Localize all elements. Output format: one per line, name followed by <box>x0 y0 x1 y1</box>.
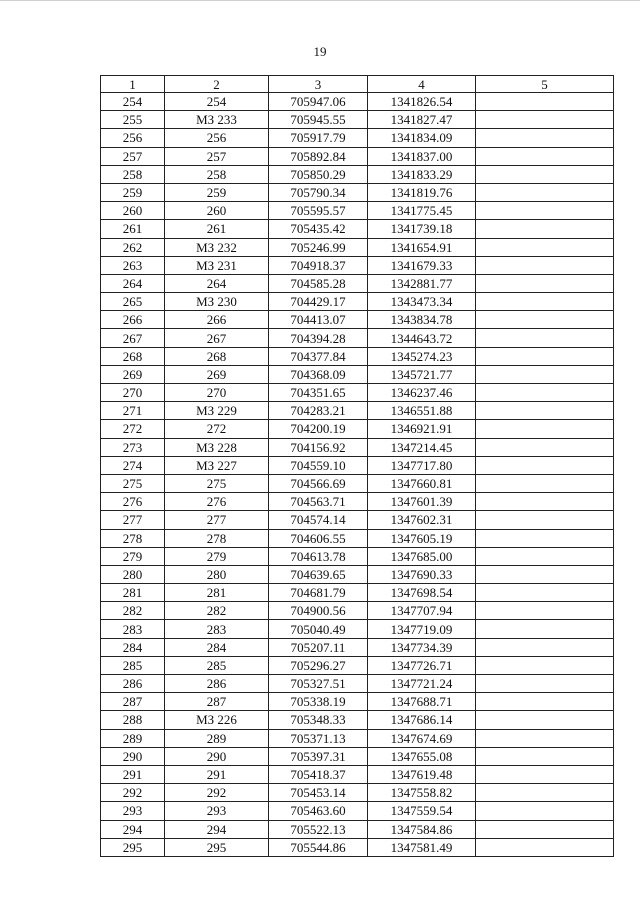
header-col-1: 1 <box>101 76 165 93</box>
table-row <box>101 675 614 693</box>
point-name-cell: 260 <box>165 202 269 220</box>
table-row <box>101 129 614 147</box>
table-row <box>101 93 614 111</box>
note-cell <box>476 747 614 765</box>
note-cell <box>476 129 614 147</box>
point-name-cell: МЗ 233 <box>165 111 269 129</box>
point-name-cell: 269 <box>165 365 269 383</box>
note-cell <box>476 675 614 693</box>
x-coordinate-cell: 705397.31 <box>269 747 368 765</box>
point-name-cell: МЗ 226 <box>165 711 269 729</box>
x-coordinate-cell: 705947.06 <box>269 93 368 111</box>
y-coordinate-cell: 1347686.14 <box>368 711 476 729</box>
y-coordinate-cell: 1347721.24 <box>368 675 476 693</box>
row-number-cell: 291 <box>101 765 165 783</box>
y-coordinate-cell: 1341837.00 <box>368 147 476 165</box>
table-row <box>101 474 614 492</box>
row-number-cell: 270 <box>101 384 165 402</box>
point-name-cell: 292 <box>165 784 269 802</box>
x-coordinate-cell: 704156.92 <box>269 438 368 456</box>
y-coordinate-cell: 1345274.23 <box>368 347 476 365</box>
point-name-cell: 254 <box>165 93 269 111</box>
note-cell <box>476 384 614 402</box>
table-row <box>101 529 614 547</box>
note-cell <box>476 93 614 111</box>
table-row <box>101 384 614 402</box>
note-cell <box>476 620 614 638</box>
table-row <box>101 711 614 729</box>
x-coordinate-cell: 704377.84 <box>269 347 368 365</box>
table-row <box>101 747 614 765</box>
point-name-cell: 294 <box>165 820 269 838</box>
point-name-cell: МЗ 232 <box>165 238 269 256</box>
y-coordinate-cell: 1347698.54 <box>368 584 476 602</box>
x-coordinate-cell: 704368.09 <box>269 365 368 383</box>
table-row <box>101 765 614 783</box>
note-cell <box>476 547 614 565</box>
table-row <box>101 238 614 256</box>
row-number-cell: 278 <box>101 529 165 547</box>
note-cell <box>476 474 614 492</box>
row-number-cell: 274 <box>101 456 165 474</box>
x-coordinate-cell: 704200.19 <box>269 420 368 438</box>
point-name-cell: 286 <box>165 675 269 693</box>
note-cell <box>476 511 614 529</box>
note-cell <box>476 311 614 329</box>
table-row <box>101 165 614 183</box>
point-name-cell: 257 <box>165 147 269 165</box>
note-cell <box>476 402 614 420</box>
y-coordinate-cell: 1347717.80 <box>368 456 476 474</box>
row-number-cell: 255 <box>101 111 165 129</box>
note-cell <box>476 820 614 838</box>
note-cell <box>476 493 614 511</box>
point-name-cell: 283 <box>165 620 269 638</box>
row-number-cell: 265 <box>101 293 165 311</box>
y-coordinate-cell: 1341679.33 <box>368 256 476 274</box>
x-coordinate-cell: 704639.65 <box>269 565 368 583</box>
y-coordinate-cell: 1347601.39 <box>368 493 476 511</box>
table-row <box>101 365 614 383</box>
table-row <box>101 329 614 347</box>
x-coordinate-cell: 704585.28 <box>269 274 368 292</box>
note-cell <box>476 784 614 802</box>
table-row <box>101 802 614 820</box>
table-row <box>101 620 614 638</box>
point-name-cell: 278 <box>165 529 269 547</box>
note-cell <box>476 802 614 820</box>
point-name-cell: 293 <box>165 802 269 820</box>
y-coordinate-cell: 1347602.31 <box>368 511 476 529</box>
y-coordinate-cell: 1347674.69 <box>368 729 476 747</box>
row-number-cell: 289 <box>101 729 165 747</box>
row-number-cell: 258 <box>101 165 165 183</box>
table-row <box>101 511 614 529</box>
point-name-cell: 270 <box>165 384 269 402</box>
y-coordinate-cell: 1347685.00 <box>368 547 476 565</box>
table-row <box>101 183 614 201</box>
y-coordinate-cell: 1345721.77 <box>368 365 476 383</box>
x-coordinate-cell: 705371.13 <box>269 729 368 747</box>
y-coordinate-cell: 1347734.39 <box>368 638 476 656</box>
x-coordinate-cell: 704681.79 <box>269 584 368 602</box>
point-name-cell: 258 <box>165 165 269 183</box>
y-coordinate-cell: 1347707.94 <box>368 602 476 620</box>
table-row <box>101 729 614 747</box>
note-cell <box>476 183 614 201</box>
point-name-cell: 277 <box>165 511 269 529</box>
x-coordinate-cell: 705327.51 <box>269 675 368 693</box>
row-number-cell: 273 <box>101 438 165 456</box>
y-coordinate-cell: 1341826.54 <box>368 93 476 111</box>
header-col-4: 4 <box>368 76 476 93</box>
x-coordinate-cell: 704613.78 <box>269 547 368 565</box>
row-number-cell: 264 <box>101 274 165 292</box>
x-coordinate-cell: 705595.57 <box>269 202 368 220</box>
y-coordinate-cell: 1347559.54 <box>368 802 476 820</box>
row-number-cell: 276 <box>101 493 165 511</box>
x-coordinate-cell: 705522.13 <box>269 820 368 838</box>
row-number-cell: 268 <box>101 347 165 365</box>
y-coordinate-cell: 1341819.76 <box>368 183 476 201</box>
row-number-cell: 288 <box>101 711 165 729</box>
row-number-cell: 287 <box>101 693 165 711</box>
x-coordinate-cell: 704413.07 <box>269 311 368 329</box>
note-cell <box>476 529 614 547</box>
point-name-cell: МЗ 229 <box>165 402 269 420</box>
point-name-cell: МЗ 228 <box>165 438 269 456</box>
y-coordinate-cell: 1346237.46 <box>368 384 476 402</box>
x-coordinate-cell: 705790.34 <box>269 183 368 201</box>
point-name-cell: 282 <box>165 602 269 620</box>
point-name-cell: 276 <box>165 493 269 511</box>
x-coordinate-cell: 705296.27 <box>269 656 368 674</box>
row-number-cell: 256 <box>101 129 165 147</box>
row-number-cell: 279 <box>101 547 165 565</box>
table-row <box>101 493 614 511</box>
x-coordinate-cell: 705463.60 <box>269 802 368 820</box>
page-number: 19 <box>313 44 327 59</box>
note-cell <box>476 238 614 256</box>
table-row <box>101 693 614 711</box>
table-row <box>101 347 614 365</box>
row-number-cell: 286 <box>101 675 165 693</box>
y-coordinate-cell: 1347690.33 <box>368 565 476 583</box>
note-cell <box>476 274 614 292</box>
table-row <box>101 420 614 438</box>
row-number-cell: 281 <box>101 584 165 602</box>
y-coordinate-cell: 1347558.82 <box>368 784 476 802</box>
table-row <box>101 547 614 565</box>
x-coordinate-cell: 705338.19 <box>269 693 368 711</box>
x-coordinate-cell: 704559.10 <box>269 456 368 474</box>
x-coordinate-cell: 705917.79 <box>269 129 368 147</box>
note-cell <box>476 111 614 129</box>
y-coordinate-cell: 1347719.09 <box>368 620 476 638</box>
row-number-cell: 261 <box>101 220 165 238</box>
x-coordinate-cell: 705850.29 <box>269 165 368 183</box>
header-row <box>101 76 614 93</box>
x-coordinate-cell: 705040.49 <box>269 620 368 638</box>
y-coordinate-cell: 1347605.19 <box>368 529 476 547</box>
note-cell <box>476 711 614 729</box>
y-coordinate-cell: 1341739.18 <box>368 220 476 238</box>
point-name-cell: 284 <box>165 638 269 656</box>
point-name-cell: 266 <box>165 311 269 329</box>
top-border-line <box>0 0 640 1</box>
point-name-cell: 261 <box>165 220 269 238</box>
row-number-cell: 282 <box>101 602 165 620</box>
note-cell <box>476 293 614 311</box>
y-coordinate-cell: 1346551.88 <box>368 402 476 420</box>
table-row <box>101 402 614 420</box>
row-number-cell: 280 <box>101 565 165 583</box>
y-coordinate-cell: 1346921.91 <box>368 420 476 438</box>
row-number-cell: 257 <box>101 147 165 165</box>
note-cell <box>476 220 614 238</box>
row-number-cell: 275 <box>101 474 165 492</box>
note-cell <box>476 347 614 365</box>
row-number-cell: 294 <box>101 820 165 838</box>
y-coordinate-cell: 1347726.71 <box>368 656 476 674</box>
point-name-cell: 289 <box>165 729 269 747</box>
row-number-cell: 290 <box>101 747 165 765</box>
x-coordinate-cell: 705207.11 <box>269 638 368 656</box>
y-coordinate-cell: 1341834.09 <box>368 129 476 147</box>
note-cell <box>476 165 614 183</box>
note-cell <box>476 565 614 583</box>
note-cell <box>476 365 614 383</box>
point-name-cell: 256 <box>165 129 269 147</box>
x-coordinate-cell: 704606.55 <box>269 529 368 547</box>
table-row <box>101 565 614 583</box>
table-row <box>101 256 614 274</box>
note-cell <box>476 765 614 783</box>
coordinates-table <box>100 75 614 857</box>
note-cell <box>476 602 614 620</box>
x-coordinate-cell: 705435.42 <box>269 220 368 238</box>
note-cell <box>476 202 614 220</box>
header-col-2: 2 <box>165 76 269 93</box>
note-cell <box>476 456 614 474</box>
x-coordinate-cell: 704429.17 <box>269 293 368 311</box>
point-name-cell: 285 <box>165 656 269 674</box>
table-row <box>101 438 614 456</box>
header-col-5: 5 <box>476 76 614 93</box>
note-cell <box>476 584 614 602</box>
table-row <box>101 838 614 856</box>
point-name-cell: 290 <box>165 747 269 765</box>
table-row <box>101 111 614 129</box>
table-body <box>101 93 614 857</box>
x-coordinate-cell: 704918.37 <box>269 256 368 274</box>
point-name-cell: 287 <box>165 693 269 711</box>
table-row <box>101 220 614 238</box>
x-coordinate-cell: 704394.28 <box>269 329 368 347</box>
note-cell <box>476 438 614 456</box>
table-row <box>101 656 614 674</box>
point-name-cell: 259 <box>165 183 269 201</box>
note-cell <box>476 256 614 274</box>
table-row <box>101 820 614 838</box>
row-number-cell: 266 <box>101 311 165 329</box>
row-number-cell: 263 <box>101 256 165 274</box>
x-coordinate-cell: 705348.33 <box>269 711 368 729</box>
table-row <box>101 602 614 620</box>
x-coordinate-cell: 704351.65 <box>269 384 368 402</box>
x-coordinate-cell: 705453.14 <box>269 784 368 802</box>
y-coordinate-cell: 1341827.47 <box>368 111 476 129</box>
row-number-cell: 267 <box>101 329 165 347</box>
note-cell <box>476 638 614 656</box>
row-number-cell: 285 <box>101 656 165 674</box>
row-number-cell: 262 <box>101 238 165 256</box>
row-number-cell: 272 <box>101 420 165 438</box>
table-row <box>101 311 614 329</box>
row-number-cell: 292 <box>101 784 165 802</box>
point-name-cell: МЗ 230 <box>165 293 269 311</box>
row-number-cell: 295 <box>101 838 165 856</box>
note-cell <box>476 656 614 674</box>
table-row <box>101 456 614 474</box>
point-name-cell: 264 <box>165 274 269 292</box>
table-row <box>101 784 614 802</box>
table-row <box>101 274 614 292</box>
y-coordinate-cell: 1342881.77 <box>368 274 476 292</box>
x-coordinate-cell: 704574.14 <box>269 511 368 529</box>
row-number-cell: 254 <box>101 93 165 111</box>
y-coordinate-cell: 1344643.72 <box>368 329 476 347</box>
row-number-cell: 277 <box>101 511 165 529</box>
point-name-cell: 281 <box>165 584 269 602</box>
table-row <box>101 202 614 220</box>
y-coordinate-cell: 1341654.91 <box>368 238 476 256</box>
row-number-cell: 260 <box>101 202 165 220</box>
note-cell <box>476 420 614 438</box>
y-coordinate-cell: 1341833.29 <box>368 165 476 183</box>
table-row <box>101 638 614 656</box>
x-coordinate-cell: 705544.86 <box>269 838 368 856</box>
y-coordinate-cell: 1347581.49 <box>368 838 476 856</box>
table-row <box>101 147 614 165</box>
x-coordinate-cell: 704900.56 <box>269 602 368 620</box>
point-name-cell: 268 <box>165 347 269 365</box>
note-cell <box>476 147 614 165</box>
y-coordinate-cell: 1347660.81 <box>368 474 476 492</box>
point-name-cell: 267 <box>165 329 269 347</box>
y-coordinate-cell: 1347619.48 <box>368 765 476 783</box>
row-number-cell: 271 <box>101 402 165 420</box>
point-name-cell: 279 <box>165 547 269 565</box>
row-number-cell: 293 <box>101 802 165 820</box>
header-col-3: 3 <box>269 76 368 93</box>
x-coordinate-cell: 704566.69 <box>269 474 368 492</box>
row-number-cell: 269 <box>101 365 165 383</box>
y-coordinate-cell: 1347584.86 <box>368 820 476 838</box>
row-number-cell: 259 <box>101 183 165 201</box>
row-number-cell: 283 <box>101 620 165 638</box>
point-name-cell: МЗ 231 <box>165 256 269 274</box>
note-cell <box>476 838 614 856</box>
x-coordinate-cell: 704283.21 <box>269 402 368 420</box>
row-number-cell: 284 <box>101 638 165 656</box>
y-coordinate-cell: 1347655.08 <box>368 747 476 765</box>
y-coordinate-cell: 1347214.45 <box>368 438 476 456</box>
x-coordinate-cell: 705892.84 <box>269 147 368 165</box>
table-row <box>101 584 614 602</box>
note-cell <box>476 329 614 347</box>
x-coordinate-cell: 705945.55 <box>269 111 368 129</box>
y-coordinate-cell: 1343834.78 <box>368 311 476 329</box>
table-header <box>101 76 614 93</box>
point-name-cell: 291 <box>165 765 269 783</box>
y-coordinate-cell: 1347688.71 <box>368 693 476 711</box>
y-coordinate-cell: 1343473.34 <box>368 293 476 311</box>
point-name-cell: 275 <box>165 474 269 492</box>
x-coordinate-cell: 704563.71 <box>269 493 368 511</box>
table-row <box>101 293 614 311</box>
point-name-cell: МЗ 227 <box>165 456 269 474</box>
note-cell <box>476 693 614 711</box>
point-name-cell: 280 <box>165 565 269 583</box>
note-cell <box>476 729 614 747</box>
point-name-cell: 272 <box>165 420 269 438</box>
x-coordinate-cell: 705418.37 <box>269 765 368 783</box>
point-name-cell: 295 <box>165 838 269 856</box>
x-coordinate-cell: 705246.99 <box>269 238 368 256</box>
y-coordinate-cell: 1341775.45 <box>368 202 476 220</box>
